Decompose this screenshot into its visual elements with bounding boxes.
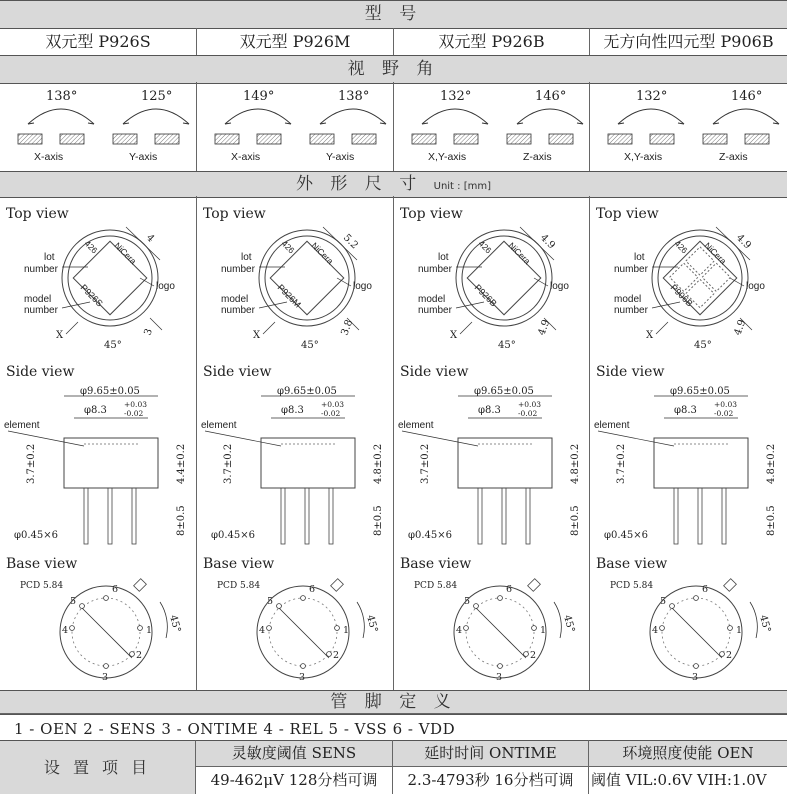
arc-arrow xyxy=(225,123,291,124)
x-axis-line xyxy=(460,322,472,334)
angle-arc xyxy=(750,602,757,638)
top-side-dim: 3 xyxy=(142,327,155,338)
pin-number: 3 xyxy=(299,672,306,683)
element-rect xyxy=(257,134,281,144)
pin-length-dim: 8±0.5 xyxy=(766,505,777,536)
inner-diameter: φ8.3 xyxy=(478,405,501,416)
x-axis-mark: X xyxy=(646,330,654,341)
pin-definition-header: 管 脚 定 义 xyxy=(0,690,787,715)
pin-hole xyxy=(728,626,733,631)
angle-arc xyxy=(422,109,488,124)
x-axis-line xyxy=(66,322,78,334)
element-rect xyxy=(60,134,84,144)
angle-45: 45° xyxy=(104,340,122,351)
left-height-dim: 3.7±0.2 xyxy=(420,443,431,484)
tab-line xyxy=(277,606,329,658)
element-label: element xyxy=(201,420,237,431)
logo-label: logo xyxy=(746,281,765,292)
lot-code: 426 xyxy=(82,238,100,256)
pin-hole xyxy=(70,626,75,631)
base-view xyxy=(596,556,772,683)
element-rect xyxy=(215,134,239,144)
chip-model-mark: P926S xyxy=(78,282,105,309)
axis-label: Y-axis xyxy=(326,151,355,163)
sens-value: 49-462μV 128分档可调 xyxy=(196,767,393,794)
axis-label: X,Y-axis xyxy=(624,151,663,163)
can-body xyxy=(261,438,355,488)
left-height-dim: 3.7±0.2 xyxy=(223,443,234,484)
top-side-dim: 3.8 xyxy=(339,318,356,338)
top-view xyxy=(596,206,765,351)
pin-number: 1 xyxy=(146,625,153,636)
pin-hole xyxy=(104,596,109,601)
pin-number: 3 xyxy=(496,672,503,683)
tab xyxy=(528,579,541,592)
arc-arrow xyxy=(422,123,488,124)
brand-mark: NiCera xyxy=(702,240,729,267)
dimensions-header: 外 形 尺 寸 Unit : [mm] xyxy=(0,171,787,198)
angle-45: 45° xyxy=(498,340,516,351)
tolerance-plus: +0.03 xyxy=(714,400,737,409)
chip-outline xyxy=(270,241,344,315)
angle-value: 125° xyxy=(141,89,173,104)
logo-label: logo xyxy=(156,281,175,292)
view-angle-diagram xyxy=(215,89,386,163)
arc-arrow xyxy=(618,123,684,124)
base-view-label: Base view xyxy=(203,556,275,572)
pin-number: 1 xyxy=(736,625,743,636)
pin-definition-line: 1 - OEN 2 - SENS 3 - ONTIME 4 - REL 5 - VSS 6 - VDD xyxy=(0,713,787,740)
angle-arc xyxy=(713,109,779,124)
pin xyxy=(281,488,285,544)
angle-value: 138° xyxy=(46,89,78,104)
side-view xyxy=(201,364,384,544)
pin-number: 2 xyxy=(136,650,143,661)
pin-diameter: φ0.45×6 xyxy=(211,530,256,541)
base-view xyxy=(6,556,182,683)
top-width-dim: 4 xyxy=(143,232,157,245)
top-width-dim: 5.2 xyxy=(340,232,360,252)
pin-hole xyxy=(660,626,665,631)
logo-label: logo xyxy=(353,281,372,292)
element-rect xyxy=(113,134,137,144)
left-height-dim: 3.7±0.2 xyxy=(616,443,627,484)
pin-diameter: φ0.45×6 xyxy=(14,530,59,541)
base-angle-45: 45° xyxy=(364,613,380,634)
left-height-dim: 3.7±0.2 xyxy=(26,443,37,484)
angle-arc xyxy=(517,109,583,124)
angle-value: 146° xyxy=(731,89,763,104)
top-view xyxy=(203,206,372,351)
model-number-label: number xyxy=(614,305,648,316)
element-rect xyxy=(703,134,727,144)
inner-diameter: φ8.3 xyxy=(84,405,107,416)
dimension-line xyxy=(150,318,162,330)
side-view xyxy=(398,364,581,544)
pin-hole xyxy=(277,604,282,609)
logo-label: logo xyxy=(550,281,569,292)
x-axis-mark: X xyxy=(450,330,458,341)
model-number-label: number xyxy=(24,305,58,316)
element-rect xyxy=(507,134,531,144)
pin-number: 2 xyxy=(333,650,340,661)
tab-line xyxy=(474,606,526,658)
outer-diameter: φ9.65±0.05 xyxy=(80,386,140,397)
chip-model-mark: P906B xyxy=(668,282,695,309)
pin-hole xyxy=(80,604,85,609)
lot-label: lot xyxy=(44,252,55,263)
side-view xyxy=(594,364,777,544)
pin xyxy=(132,488,136,544)
pcd-label: PCD 5.84 xyxy=(217,581,261,591)
model-column-3 xyxy=(394,82,590,690)
lot-code: 426 xyxy=(672,238,690,256)
top-side-dim: 4.9 xyxy=(732,318,749,338)
pin-hole xyxy=(694,664,699,669)
element-rect xyxy=(18,134,42,144)
element-rect xyxy=(454,134,478,144)
settings-title: 设 置 项 目 xyxy=(0,740,196,794)
can-body xyxy=(654,438,748,488)
top-view-label: Top view xyxy=(6,206,69,222)
chip-model-mark: P926B xyxy=(472,282,499,309)
angle-arc xyxy=(554,602,561,638)
base-angle-45: 45° xyxy=(561,613,577,634)
element-rect xyxy=(549,134,573,144)
top-side-dim: 4.9 xyxy=(536,318,553,338)
top-view-label: Top view xyxy=(596,206,659,222)
arc-arrow xyxy=(713,123,779,124)
inner-diameter: φ8.3 xyxy=(674,405,697,416)
chip-outline xyxy=(663,241,737,315)
pin xyxy=(722,488,726,544)
window-outline xyxy=(462,236,546,320)
angle-value: 138° xyxy=(338,89,370,104)
base-angle-45: 45° xyxy=(167,613,183,634)
arc-arrow xyxy=(320,123,386,124)
arc-arrow xyxy=(28,123,94,124)
top-view-label: Top view xyxy=(203,206,266,222)
pin xyxy=(84,488,88,544)
pin-number: 3 xyxy=(692,672,699,683)
x-axis-line xyxy=(263,322,275,334)
axis-label: Z-axis xyxy=(523,151,552,163)
lot-code: 426 xyxy=(279,238,297,256)
view-angle-diagram xyxy=(18,89,189,163)
side-view-label: Side view xyxy=(203,364,272,380)
angle-arc xyxy=(28,109,94,124)
lot-number-label: number xyxy=(418,264,452,275)
pin-number: 6 xyxy=(702,584,709,595)
model-label: model xyxy=(221,294,249,305)
lot-label: lot xyxy=(438,252,449,263)
model-name-1: 双元型 P926S xyxy=(0,28,197,55)
brand-mark: NiCera xyxy=(506,240,533,267)
outer-diameter: φ9.65±0.05 xyxy=(277,386,337,397)
pin-length-dim: 8±0.5 xyxy=(176,505,187,536)
tolerance-minus: -0.02 xyxy=(124,409,144,418)
base-view-label: Base view xyxy=(400,556,472,572)
element-rect xyxy=(412,134,436,144)
angle-45: 45° xyxy=(301,340,319,351)
base-view xyxy=(400,556,576,683)
element-rect xyxy=(650,134,674,144)
right-height-dim: 4.8±0.2 xyxy=(766,443,777,484)
right-height-dim: 4.8±0.2 xyxy=(570,443,581,484)
angle-arc xyxy=(160,602,167,638)
sens-title: 灵敏度阈值 SENS xyxy=(196,740,393,767)
chip-outline xyxy=(467,241,541,315)
pin-number: 2 xyxy=(530,650,537,661)
tolerance-plus: +0.03 xyxy=(321,400,344,409)
arc-arrow xyxy=(517,123,583,124)
element-rect xyxy=(608,134,632,144)
axis-label: Y-axis xyxy=(129,151,158,163)
side-view-label: Side view xyxy=(400,364,469,380)
element-label: element xyxy=(4,420,40,431)
model-name-2: 双元型 P926M xyxy=(197,28,394,55)
pin-length-dim: 8±0.5 xyxy=(373,505,384,536)
model-drawing-3 xyxy=(394,82,590,690)
pin xyxy=(305,488,309,544)
pin-number: 4 xyxy=(652,625,659,636)
pin xyxy=(329,488,333,544)
axis-label: Z-axis xyxy=(719,151,748,163)
pin-number: 5 xyxy=(70,596,77,607)
pin-hole xyxy=(720,652,725,657)
top-width-dim: 4.9 xyxy=(733,232,753,252)
pin xyxy=(674,488,678,544)
pin-number: 5 xyxy=(660,596,667,607)
right-height-dim: 4.4±0.2 xyxy=(176,443,187,484)
top-width-dim: 4.9 xyxy=(537,232,557,252)
axis-label: X-axis xyxy=(231,151,261,163)
pin-hole xyxy=(130,652,135,657)
pin-hole xyxy=(267,626,272,631)
pin-number: 6 xyxy=(112,584,119,595)
pin-number: 5 xyxy=(464,596,471,607)
pin-hole xyxy=(104,664,109,669)
pin-hole xyxy=(464,626,469,631)
pcd-label: PCD 5.84 xyxy=(610,581,654,591)
pin-number: 4 xyxy=(62,625,69,636)
lot-label: lot xyxy=(241,252,252,263)
lot-number-label: number xyxy=(614,264,648,275)
angle-arc xyxy=(123,109,189,124)
model-label: model xyxy=(614,294,642,305)
chip-outline xyxy=(73,241,147,315)
pin-hole xyxy=(524,652,529,657)
pin-hole xyxy=(498,664,503,669)
tab xyxy=(724,579,737,592)
model-column-2 xyxy=(197,82,393,690)
pin-hole xyxy=(138,626,143,631)
pin-number: 1 xyxy=(343,625,350,636)
angle-value: 132° xyxy=(636,89,668,104)
tolerance-plus: +0.03 xyxy=(518,400,541,409)
angle-value: 132° xyxy=(440,89,472,104)
pin-number: 1 xyxy=(540,625,547,636)
pin-number: 4 xyxy=(456,625,463,636)
element-rect xyxy=(310,134,334,144)
pin-number: 5 xyxy=(267,596,274,607)
axis-label: X-axis xyxy=(34,151,64,163)
chip-model-mark: P926M xyxy=(275,282,303,310)
axis-label: X,Y-axis xyxy=(428,151,467,163)
model-name-4: 无方向性四元型 P906B xyxy=(603,32,774,51)
pin-number: 3 xyxy=(102,672,109,683)
pin-hole xyxy=(301,664,306,669)
angle-arc xyxy=(320,109,386,124)
model-drawing-1 xyxy=(0,82,196,690)
tab-line xyxy=(80,606,132,658)
model-number-label: number xyxy=(418,305,452,316)
pin xyxy=(698,488,702,544)
pin-hole xyxy=(301,596,306,601)
lot-label: lot xyxy=(634,252,645,263)
pin-number: 4 xyxy=(259,625,266,636)
pin xyxy=(526,488,530,544)
top-view-label: Top view xyxy=(400,206,463,222)
lot-number-label: number xyxy=(221,264,255,275)
can-body xyxy=(458,438,552,488)
can-body xyxy=(64,438,158,488)
model-column-1 xyxy=(0,82,196,690)
tab xyxy=(331,579,344,592)
model-label: model xyxy=(24,294,52,305)
lot-code: 426 xyxy=(476,238,494,256)
base-view xyxy=(203,556,379,683)
pin-number: 6 xyxy=(506,584,513,595)
inner-diameter: φ8.3 xyxy=(281,405,304,416)
pin-number: 6 xyxy=(309,584,316,595)
tolerance-minus: -0.02 xyxy=(321,409,341,418)
model-number-label: number xyxy=(221,305,255,316)
angle-arc xyxy=(225,109,291,124)
side-view xyxy=(4,364,187,544)
pin-hole xyxy=(327,652,332,657)
element-label: element xyxy=(398,420,434,431)
oen-value: 阈值 VIL:0.6V VIH:1.0V xyxy=(591,771,767,789)
oen-title: 环境照度使能 OEN xyxy=(622,744,754,762)
window-outline xyxy=(265,236,349,320)
pin xyxy=(478,488,482,544)
pin-diameter: φ0.45×6 xyxy=(408,530,453,541)
arc-arrow xyxy=(123,123,189,124)
model-header: 型 号 xyxy=(0,0,787,29)
tab-line xyxy=(670,606,722,658)
window-outline xyxy=(68,236,152,320)
pin-hole xyxy=(498,596,503,601)
angle-arc xyxy=(618,109,684,124)
top-view xyxy=(400,206,569,351)
model-name-3: 双元型 P926B xyxy=(394,28,590,55)
element-rect xyxy=(155,134,179,144)
top-view xyxy=(6,206,175,351)
x-axis-line xyxy=(656,322,668,334)
pin-number: 2 xyxy=(726,650,733,661)
view-angle-header: 视 野 角 xyxy=(0,55,787,84)
lot-number-label: number xyxy=(24,264,58,275)
pin-hole xyxy=(670,604,675,609)
tab xyxy=(134,579,147,592)
brand-mark: NiCera xyxy=(112,240,139,267)
angle-value: 149° xyxy=(243,89,275,104)
pin xyxy=(108,488,112,544)
tolerance-minus: -0.02 xyxy=(518,409,538,418)
ontime-title: 延时时间 ONTIME xyxy=(393,740,589,767)
outer-diameter: φ9.65±0.05 xyxy=(474,386,534,397)
model-column-4 xyxy=(590,82,786,690)
model-label: model xyxy=(418,294,446,305)
element-label: element xyxy=(594,420,630,431)
side-view-label: Side view xyxy=(6,364,75,380)
pin-hole xyxy=(474,604,479,609)
pin-diameter: φ0.45×6 xyxy=(604,530,649,541)
ontime-value: 2.3-4793秒 16分档可调 xyxy=(393,767,589,794)
pcd-label: PCD 5.84 xyxy=(20,581,64,591)
element-rect xyxy=(745,134,769,144)
tolerance-minus: -0.02 xyxy=(714,409,734,418)
pin-hole xyxy=(335,626,340,631)
outer-diameter: φ9.65±0.05 xyxy=(670,386,730,397)
tolerance-plus: +0.03 xyxy=(124,400,147,409)
view-angle-diagram xyxy=(608,89,779,163)
right-height-dim: 4.8±0.2 xyxy=(373,443,384,484)
pin-hole xyxy=(694,596,699,601)
x-axis-mark: X xyxy=(253,330,261,341)
side-view-label: Side view xyxy=(596,364,665,380)
angle-45: 45° xyxy=(694,340,712,351)
model-drawing-4 xyxy=(590,82,786,690)
pcd-label: PCD 5.84 xyxy=(414,581,458,591)
pin-length-dim: 8±0.5 xyxy=(570,505,581,536)
element-rect xyxy=(352,134,376,144)
x-axis-mark: X xyxy=(56,330,64,341)
pin-hole xyxy=(532,626,537,631)
base-angle-45: 45° xyxy=(757,613,773,634)
brand-mark: NiCera xyxy=(309,240,336,267)
base-view-label: Base view xyxy=(6,556,78,572)
base-view-label: Base view xyxy=(596,556,668,572)
angle-arc xyxy=(357,602,364,638)
angle-value: 146° xyxy=(535,89,567,104)
view-angle-diagram xyxy=(412,89,583,163)
model-drawing-2 xyxy=(197,82,393,690)
pin xyxy=(502,488,506,544)
